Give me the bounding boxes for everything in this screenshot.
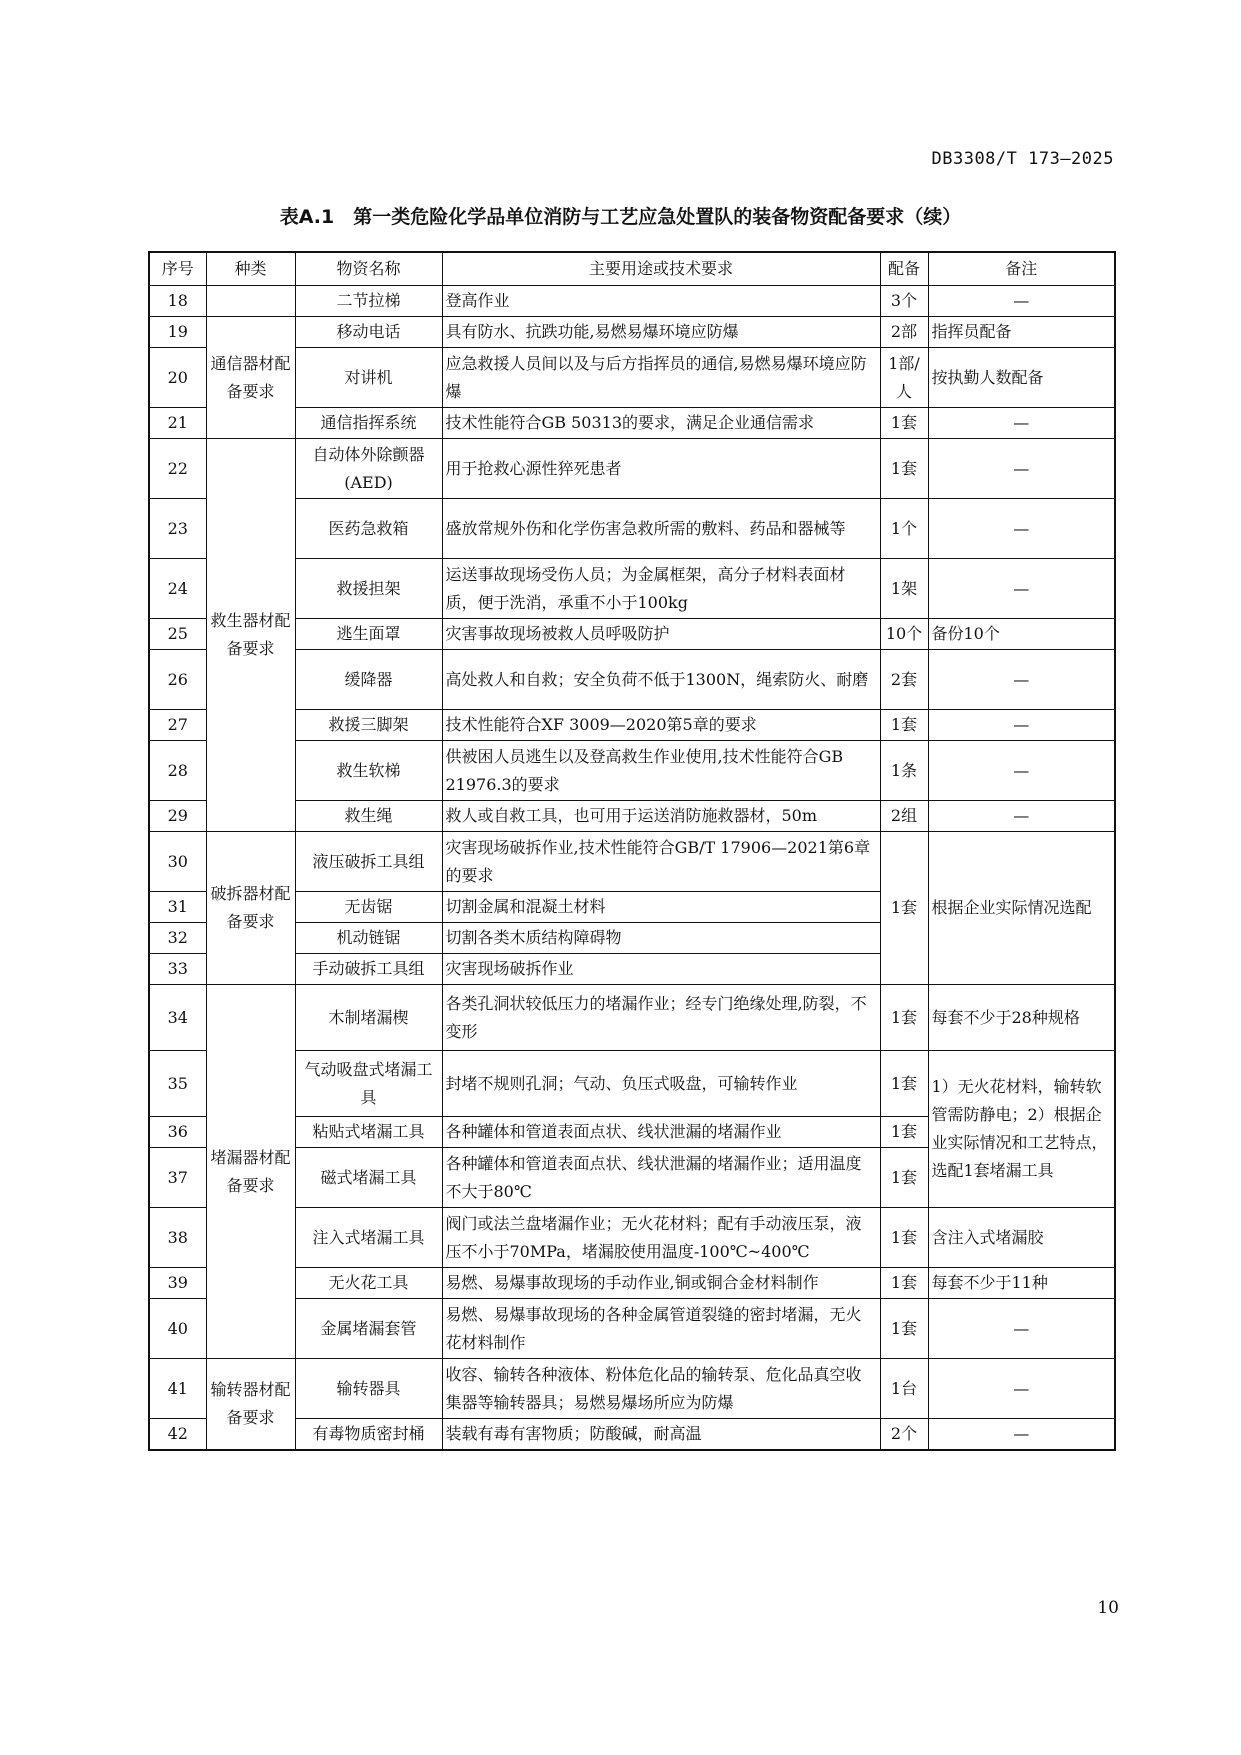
cell-no: 22 (149, 439, 206, 499)
cell-qty: 1台 (880, 1359, 928, 1419)
cell-note: — (928, 710, 1115, 741)
cell-name: 救援担架 (295, 559, 442, 619)
cell-no: 25 (149, 619, 206, 650)
cell-name: 移动电话 (295, 317, 442, 348)
cell-qty: 3个 (880, 286, 928, 317)
cell-use: 阀门或法兰盘堵漏作业；无火花材料；配有手动液压泵，液压不小于70MPa，堵漏胶使用温度-100℃~400℃ (442, 1208, 880, 1268)
cell-use: 盛放常规外伤和化学伤害急救所需的敷料、药品和器械等 (442, 499, 880, 559)
cell-use: 易燃、易爆事故现场的手动作业,铜或铜合金材料制作 (442, 1268, 880, 1299)
cell-no: 26 (149, 650, 206, 710)
table-row (149, 1359, 1115, 1419)
cell-name: 无火花工具 (295, 1268, 442, 1299)
cell-category: 破拆器材配备要求 (206, 832, 295, 985)
cell-no: 34 (149, 985, 206, 1051)
cell-no: 21 (149, 408, 206, 439)
cell-use: 灾害现场破拆作业,技术性能符合GB/T 17906—2021第6章的要求 (442, 832, 880, 892)
cell-name: 粘贴式堵漏工具 (295, 1117, 442, 1148)
cell-name: 木制堵漏楔 (295, 985, 442, 1051)
cell-no: 33 (149, 954, 206, 985)
cell-no: 38 (149, 1208, 206, 1268)
cell-use: 易燃、易爆事故现场的各种金属管道裂缝的密封堵漏，无火花材料制作 (442, 1299, 880, 1359)
cell-name: 救生软梯 (295, 741, 442, 801)
cell-name: 救生绳 (295, 801, 442, 832)
cell-use: 装载有毒有害物质；防酸碱，耐高温 (442, 1419, 880, 1451)
cell-qty: 1套 (880, 1148, 928, 1208)
cell-name: 二节拉梯 (295, 286, 442, 317)
cell-use: 切割金属和混凝土材料 (442, 892, 880, 923)
cell-no: 19 (149, 317, 206, 348)
cell-qty: 1套 (880, 1299, 928, 1359)
col-header-use: 主要用途或技术要求 (442, 252, 880, 286)
table-row (149, 985, 1115, 1051)
cell-use: 收容、输转各种液体、粉体危化品的输转泵、危化品真空收集器等输转器具；易燃易爆场所应为防爆 (442, 1359, 880, 1419)
cell-use: 技术性能符合XF 3009—2020第5章的要求 (442, 710, 880, 741)
cell-name: 液压破拆工具组 (295, 832, 442, 892)
cell-use: 各种罐体和管道表面点状、线状泄漏的堵漏作业 (442, 1117, 880, 1148)
cell-qty: 1条 (880, 741, 928, 801)
cell-use: 灾害事故现场被救人员呼吸防护 (442, 619, 880, 650)
cell-qty: 2个 (880, 1419, 928, 1451)
cell-name: 机动链锯 (295, 923, 442, 954)
col-header-name: 物资名称 (295, 252, 442, 286)
col-header-category: 种类 (206, 252, 295, 286)
cell-note: — (928, 1419, 1115, 1451)
cell-use: 救人或自救工具，也可用于运送消防施救器材，50m (442, 801, 880, 832)
cell-use: 高处救人和自救；安全负荷不低于1300N，绳索防火、耐磨 (442, 650, 880, 710)
cell-no: 29 (149, 801, 206, 832)
cell-no: 23 (149, 499, 206, 559)
cell-no: 27 (149, 710, 206, 741)
cell-no: 36 (149, 1117, 206, 1148)
cell-no: 24 (149, 559, 206, 619)
cell-no: 35 (149, 1051, 206, 1117)
cell-name: 输转器具 (295, 1359, 442, 1419)
cell-no: 37 (149, 1148, 206, 1208)
cell-note: 备份10个 (928, 619, 1115, 650)
cell-no: 32 (149, 923, 206, 954)
cell-note: 每套不少于28种规格 (928, 985, 1115, 1051)
cell-no: 31 (149, 892, 206, 923)
cell-qty: 2部 (880, 317, 928, 348)
cell-qty: 1架 (880, 559, 928, 619)
cell-category: 救生器材配备要求 (206, 439, 295, 832)
cell-use: 供被困人员逃生以及登高救生作业使用,技术性能符合GB 21976.3的要求 (442, 741, 880, 801)
cell-note: 指挥员配备 (928, 317, 1115, 348)
cell-note: — (928, 741, 1115, 801)
cell-note: — (928, 439, 1115, 499)
cell-note: — (928, 1359, 1115, 1419)
cell-no: 41 (149, 1359, 206, 1419)
cell-note: — (928, 801, 1115, 832)
cell-name: 气动吸盘式堵漏工具 (295, 1051, 442, 1117)
cell-qty: 1套 (880, 439, 928, 499)
cell-name: 无齿锯 (295, 892, 442, 923)
cell-qty: 10个 (880, 619, 928, 650)
cell-category: 通信器材配备要求 (206, 317, 295, 439)
cell-use: 登高作业 (442, 286, 880, 317)
equipment-table (148, 251, 1116, 1451)
cell-name: 有毒物质密封桶 (295, 1419, 442, 1451)
cell-name: 金属堵漏套管 (295, 1299, 442, 1359)
cell-qty: 1套 (880, 408, 928, 439)
cell-qty: 1套 (880, 1117, 928, 1148)
cell-qty: 1套 (880, 1208, 928, 1268)
cell-note: — (928, 408, 1115, 439)
table-row (149, 286, 1115, 317)
cell-note: — (928, 559, 1115, 619)
col-header-no: 序号 (149, 252, 206, 286)
cell-name: 手动破拆工具组 (295, 954, 442, 985)
cell-no: 39 (149, 1268, 206, 1299)
cell-note: 1）无火花材料，输转软管需防静电；2）根据企业实际情况和工艺特点，选配1套堵漏工具 (928, 1051, 1115, 1208)
cell-category-empty (206, 286, 295, 317)
cell-name: 注入式堵漏工具 (295, 1208, 442, 1268)
cell-qty: 1套 (880, 985, 928, 1051)
cell-use: 封堵不规则孔洞；气动、负压式吸盘，可输转作业 (442, 1051, 880, 1117)
table-header-row (149, 252, 1115, 286)
table-row (149, 317, 1115, 348)
cell-use: 应急救援人员间以及与后方指挥员的通信,易燃易爆环境应防爆 (442, 348, 880, 408)
cell-no: 40 (149, 1299, 206, 1359)
cell-note: 根据企业实际情况选配 (928, 832, 1115, 985)
cell-name: 自动体外除颤器(AED) (295, 439, 442, 499)
cell-category: 输转器材配备要求 (206, 1359, 295, 1451)
page-number: 10 (1097, 1598, 1119, 1618)
col-header-note: 备注 (928, 252, 1115, 286)
cell-name: 救援三脚架 (295, 710, 442, 741)
cell-no: 30 (149, 832, 206, 892)
cell-use: 用于抢救心源性猝死患者 (442, 439, 880, 499)
cell-qty: 2组 (880, 801, 928, 832)
table-row (149, 439, 1115, 499)
cell-name: 医药急救箱 (295, 499, 442, 559)
cell-note: — (928, 1299, 1115, 1359)
cell-no: 28 (149, 741, 206, 801)
cell-name: 逃生面罩 (295, 619, 442, 650)
cell-qty: 1套 (880, 1051, 928, 1117)
cell-note: 按执勤人数配备 (928, 348, 1115, 408)
cell-note: 每套不少于11种 (928, 1268, 1115, 1299)
cell-qty: 1个 (880, 499, 928, 559)
cell-no: 18 (149, 286, 206, 317)
cell-use: 各类孔洞状较低压力的堵漏作业；经专门绝缘处理,防裂，不变形 (442, 985, 880, 1051)
cell-note: 含注入式堵漏胶 (928, 1208, 1115, 1268)
cell-category: 堵漏器材配备要求 (206, 985, 295, 1359)
cell-qty: 1套 (880, 710, 928, 741)
cell-note: — (928, 650, 1115, 710)
cell-use: 灾害现场破拆作业 (442, 954, 880, 985)
document-code: DB3308/T 173—2025 (931, 149, 1114, 169)
cell-use: 运送事故现场受伤人员；为金属框架，高分子材料表面材质，便于洗消，承重不小于100kg (442, 559, 880, 619)
cell-no: 20 (149, 348, 206, 408)
cell-use: 切割各类木质结构障碍物 (442, 923, 880, 954)
cell-qty: 2套 (880, 650, 928, 710)
cell-use: 技术性能符合GB 50313的要求，满足企业通信需求 (442, 408, 880, 439)
cell-name: 通信指挥系统 (295, 408, 442, 439)
table-title: 表A.1 第一类危险化学品单位消防与工艺应急处置队的装备物资配备要求（续） (279, 206, 962, 228)
table-row (149, 832, 1115, 892)
col-header-qty: 配备 (880, 252, 928, 286)
cell-name: 缓降器 (295, 650, 442, 710)
cell-use: 各种罐体和管道表面点状、线状泄漏的堵漏作业；适用温度不大于80℃ (442, 1148, 880, 1208)
cell-qty: 1套 (880, 1268, 928, 1299)
cell-name: 对讲机 (295, 348, 442, 408)
cell-qty: 1部/人 (880, 348, 928, 408)
cell-name: 磁式堵漏工具 (295, 1148, 442, 1208)
cell-note: — (928, 286, 1115, 317)
cell-no: 42 (149, 1419, 206, 1451)
cell-note: — (928, 499, 1115, 559)
cell-use: 具有防水、抗跌功能,易燃易爆环境应防爆 (442, 317, 880, 348)
cell-qty: 1套 (880, 832, 928, 985)
